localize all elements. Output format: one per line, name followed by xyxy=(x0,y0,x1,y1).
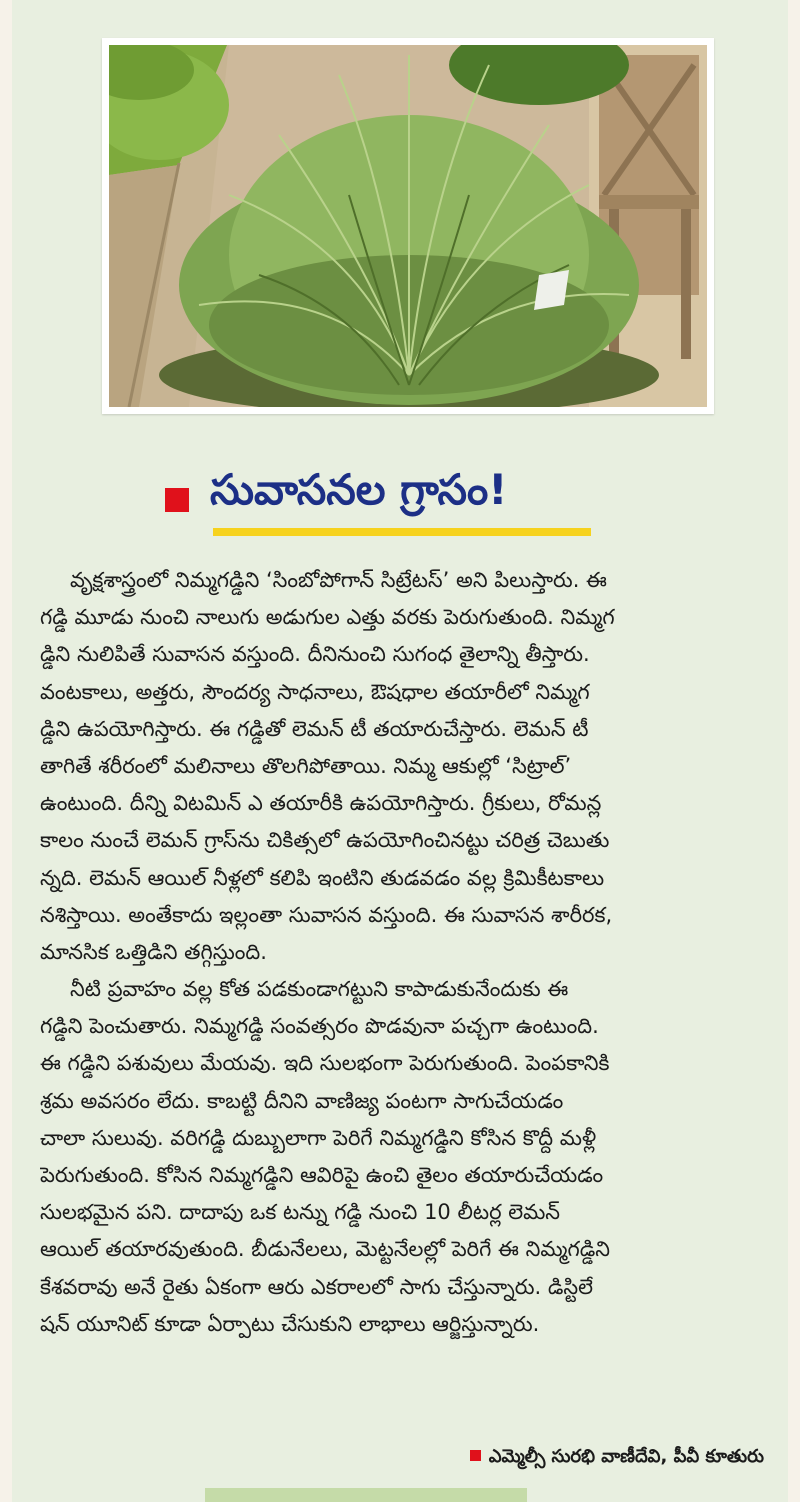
bottom-strip xyxy=(205,1488,527,1502)
article-line: ఆయిల్ తయారవుతుంది. బీడునేలలు, మెట్టనేలల్లో పెరిగే ఈ నిమ్మగడ్డిని xyxy=(40,1237,611,1262)
byline xyxy=(470,1442,764,1472)
article-line: న్నది. లెమన్ ఆయిల్ నీళ్లలో కలిపి ఇంటిని తుడవడం వల్ల క్రిమికీటకాలు xyxy=(40,865,605,890)
article-line: నశిస్తాయి. అంతేకాదు ఇల్లంతా సువాసన వస్తుంది. ఈ సువాసన శారీరక, xyxy=(40,902,613,927)
article-line: సులభమైన పని. దాదాపు ఒక టన్ను గడ్డి నుంచి 10 లీటర్ల లెమన్ xyxy=(40,1200,561,1225)
article-body xyxy=(40,562,770,1343)
headline: సువాసనల గ్రాసం! xyxy=(210,465,508,514)
article-line: పెరుగుతుంది. కోసిన నిమ్మగడ్డిని ఆవిరిపై ఉంచి తైలం తయారుచేయడం xyxy=(40,1163,604,1187)
byline-text: ఎమ్మెల్సీ సురభి వాణీదేవి, పీవీ కూతురు xyxy=(488,1446,764,1467)
article-line: గడ్డి మూడు నుంచి నాలుగు అడుగుల ఎత్తు వరకు పెరుగుతుంది. నిమ్మగ xyxy=(40,605,615,630)
article-line: చాలా సులువు. వరిగడ్డి దుబ్బులాగా పెరిగే నిమ్మగడ్డిని కోసిన కొద్దీ మళ్లీ xyxy=(40,1125,597,1150)
headline-underline xyxy=(213,528,591,536)
headline-bullet-icon xyxy=(165,488,189,512)
article-line: మానసిక ఒత్తిడిని తగ్గిస్తుంది. xyxy=(40,939,267,964)
lemongrass-photo xyxy=(102,38,714,414)
article-line: కాలం నుంచే లెమన్ గ్రాస్‌ను చికిత్సలో ఉపయోగించినట్టు చరిత్ర చెబుతు xyxy=(40,828,610,853)
article-line: కేశవరావు అనే రైతు ఏకంగా ఆరు ఎకరాలలో సాగు చేస్తున్నారు. డిస్టిలే xyxy=(40,1274,594,1299)
article-line: డ్డిని ఉపయోగిస్తారు. ఈ గడ్డితో లెమన్ టీ తయారుచేస్తారు. లెమన్ టీ xyxy=(40,716,589,741)
article-line: తాగితే శరీరంలో మలినాలు తొలగిపోతాయి. నిమ్మ ఆకుల్లో ‘సిట్రాల్’ xyxy=(40,753,572,778)
article-line: గడ్డిని పెంచుతారు. నిమ్మగడ్డి సంవత్సరం పొడవునా పచ్చగా ఉంటుంది. xyxy=(40,1014,599,1039)
article-line: శ్రమ అవసరం లేదు. కాబట్టి దీనిని వాణిజ్య పంటగా సాగుచేయడం xyxy=(40,1088,564,1113)
article-line: ఉంటుంది. దీన్ని విటమిన్ ఎ తయారీకి ఉపయోగిస్తారు. గ్రీకులు, రోమన్ల xyxy=(40,791,602,816)
article-line: షన్ యూనిట్ కూడా ఏర్పాటు చేసుకుని లాభాలు ఆర్జిస్తున్నారు. xyxy=(40,1311,540,1336)
article-line: వంటకాలు, అత్తరు, సౌందర్య సాధనాలు, ఔషధాల తయారీలో నిమ్మగ xyxy=(40,679,590,704)
article-line: నీటి ప్రవాహం వల్ల కోత పడకుండాగట్టుని కాపాడుకునేందుకు ఈ xyxy=(70,977,569,1002)
byline-bullet-icon xyxy=(470,1450,481,1461)
article-line: ఈ గడ్డిని పశువులు మేయవు. ఇది సులభంగా పెరుగుతుంది. పెంపకానికి xyxy=(40,1051,610,1076)
article-line: డ్డిని నులిపితే సువాసన వస్తుంది. దీనినుంచి సుగంధ తైలాన్ని తీస్తారు. xyxy=(40,642,590,667)
lemongrass-photo-image xyxy=(109,45,707,407)
article-line: వృక్షశాస్త్రంలో నిమ్మగడ్డిని ‘సింబోపోగాన్ సిట్రేటస్’ అని పిలుస్తారు. ఈ xyxy=(70,568,607,592)
